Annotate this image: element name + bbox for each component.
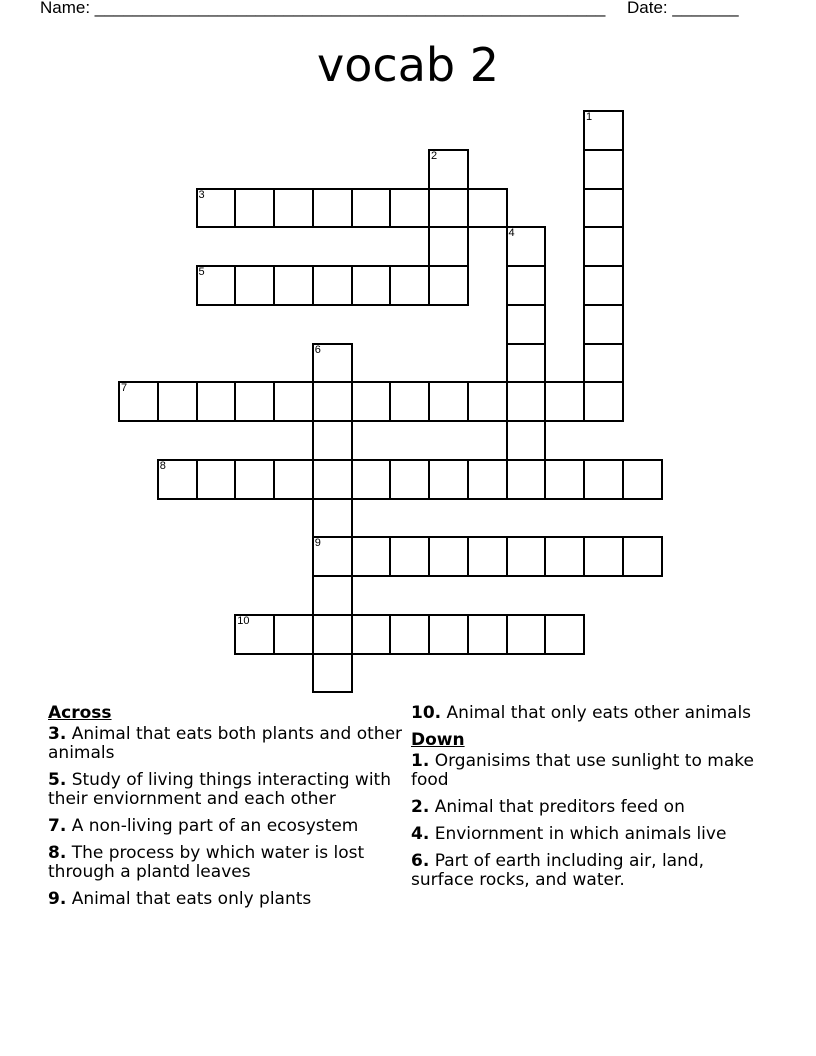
grid-cell[interactable] [312,265,353,306]
grid-cell[interactable] [312,459,353,500]
grid-cell[interactable] [157,381,198,422]
grid-cell[interactable] [506,420,547,461]
clues-left-column [48,704,408,917]
grid-cell[interactable] [428,381,469,422]
grid-cell[interactable] [544,459,585,500]
grid-cell[interactable] [583,536,624,577]
grid-cell[interactable] [428,459,469,500]
grid-cell[interactable] [351,188,392,229]
clue-across-8: 8. The process by which water is lost through a plantd leaves [48,843,365,882]
clue-number: 4 [508,227,515,240]
grid-cell[interactable] [583,265,624,306]
grid-cell[interactable] [428,536,469,577]
grid-cell[interactable] [312,575,353,616]
grid-cell[interactable] [196,188,237,229]
clue-number: 7 [121,382,128,395]
grid-cell[interactable] [234,265,275,306]
grid-cell[interactable] [428,226,469,267]
grid-cell[interactable] [312,653,353,694]
grid-cell[interactable] [389,188,430,229]
page-title: vocab 2 [317,38,499,92]
grid-cell[interactable] [196,265,237,306]
grid-cell[interactable] [157,459,198,500]
grid-cell[interactable] [196,381,237,422]
grid-cell[interactable] [467,459,508,500]
grid-cell[interactable] [428,149,469,190]
clues-right-column [411,704,771,898]
across-heading: Across [48,703,112,723]
clue-across-10: 10. Animal that only eats other animals [411,703,752,723]
grid-cell[interactable] [467,381,508,422]
grid-cell[interactable] [583,304,624,345]
grid-cell[interactable] [234,459,275,500]
grid-cell[interactable] [273,188,314,229]
grid-cell[interactable] [506,614,547,655]
clue-number: 10 [237,614,250,627]
grid-cell[interactable] [312,188,353,229]
grid-cell[interactable] [583,459,624,500]
clue-down-2: 2. Animal that preditors feed on [411,797,685,817]
grid-cell[interactable] [583,381,624,422]
grid-cell[interactable] [389,265,430,306]
grid-cell[interactable] [467,614,508,655]
grid-cell[interactable] [389,614,430,655]
grid-cell[interactable] [312,343,353,384]
clue-down-6: 6. Part of earth including air, land, surface rocks, and water. [411,851,705,890]
clue-across-5: 5. Study of living things interacting with their enviornment and each other [48,770,391,809]
grid-cell[interactable] [544,614,585,655]
grid-cell[interactable] [234,188,275,229]
down-heading: Down [411,730,465,750]
grid-cell[interactable] [583,343,624,384]
grid-cell[interactable] [312,536,353,577]
grid-cell[interactable] [389,536,430,577]
grid-cell[interactable] [196,459,237,500]
clue-down-4: 4. Enviornment in which animals live [411,824,727,844]
grid-cell[interactable] [506,536,547,577]
clue-number: 9 [314,537,321,550]
grid-cell[interactable] [583,188,624,229]
grid-cell[interactable] [234,614,275,655]
grid-cell[interactable] [583,226,624,267]
clue-number: 3 [198,188,205,201]
grid-cell[interactable] [506,304,547,345]
grid-cell[interactable] [583,110,624,151]
grid-cell[interactable] [273,459,314,500]
clue-across-7: 7. A non-living part of an ecosystem [48,816,359,836]
grid-cell[interactable] [312,498,353,539]
grid-cell[interactable] [506,265,547,306]
grid-cell[interactable] [506,343,547,384]
grid-cell[interactable] [351,536,392,577]
grid-cell[interactable] [351,614,392,655]
date-field: Date: _______ [627,0,739,17]
grid-cell[interactable] [312,614,353,655]
grid-cell[interactable] [428,614,469,655]
grid-cell[interactable] [118,381,159,422]
grid-cell[interactable] [351,459,392,500]
grid-cell[interactable] [273,614,314,655]
grid-cell[interactable] [583,149,624,190]
clue-number: 5 [198,266,205,278]
clue-number: 6 [314,343,321,356]
grid-cell[interactable] [351,265,392,306]
grid-cell[interactable] [312,381,353,422]
grid-cell[interactable] [389,459,430,500]
grid-cell[interactable] [506,459,547,500]
grid-cell[interactable] [544,536,585,577]
clue-down-1: 1. Organisims that use sunlight to make food [411,751,754,790]
clue-across-9: 9. Animal that eats only plants [48,889,312,909]
grid-cell[interactable] [544,381,585,422]
grid-cell[interactable] [351,381,392,422]
clue-number: 1 [586,111,593,123]
grid-cell[interactable] [622,536,663,577]
grid-cell[interactable] [506,381,547,422]
name-field: Name: ______________________________________________________ [40,0,606,17]
grid-cell[interactable] [389,381,430,422]
grid-cell[interactable] [622,459,663,500]
grid-cell[interactable] [273,381,314,422]
grid-cell[interactable] [312,420,353,461]
grid-cell[interactable] [467,536,508,577]
grid-cell[interactable] [234,381,275,422]
clue-number: 2 [431,149,438,162]
grid-cell[interactable] [467,188,508,229]
clue-across-3: 3. Animal that eats both plants and other animals [48,724,403,763]
grid-cell[interactable] [428,265,469,306]
grid-cell[interactable] [506,226,547,267]
grid-cell[interactable] [273,265,314,306]
clue-number: 8 [159,459,166,472]
grid-cell[interactable] [428,188,469,229]
